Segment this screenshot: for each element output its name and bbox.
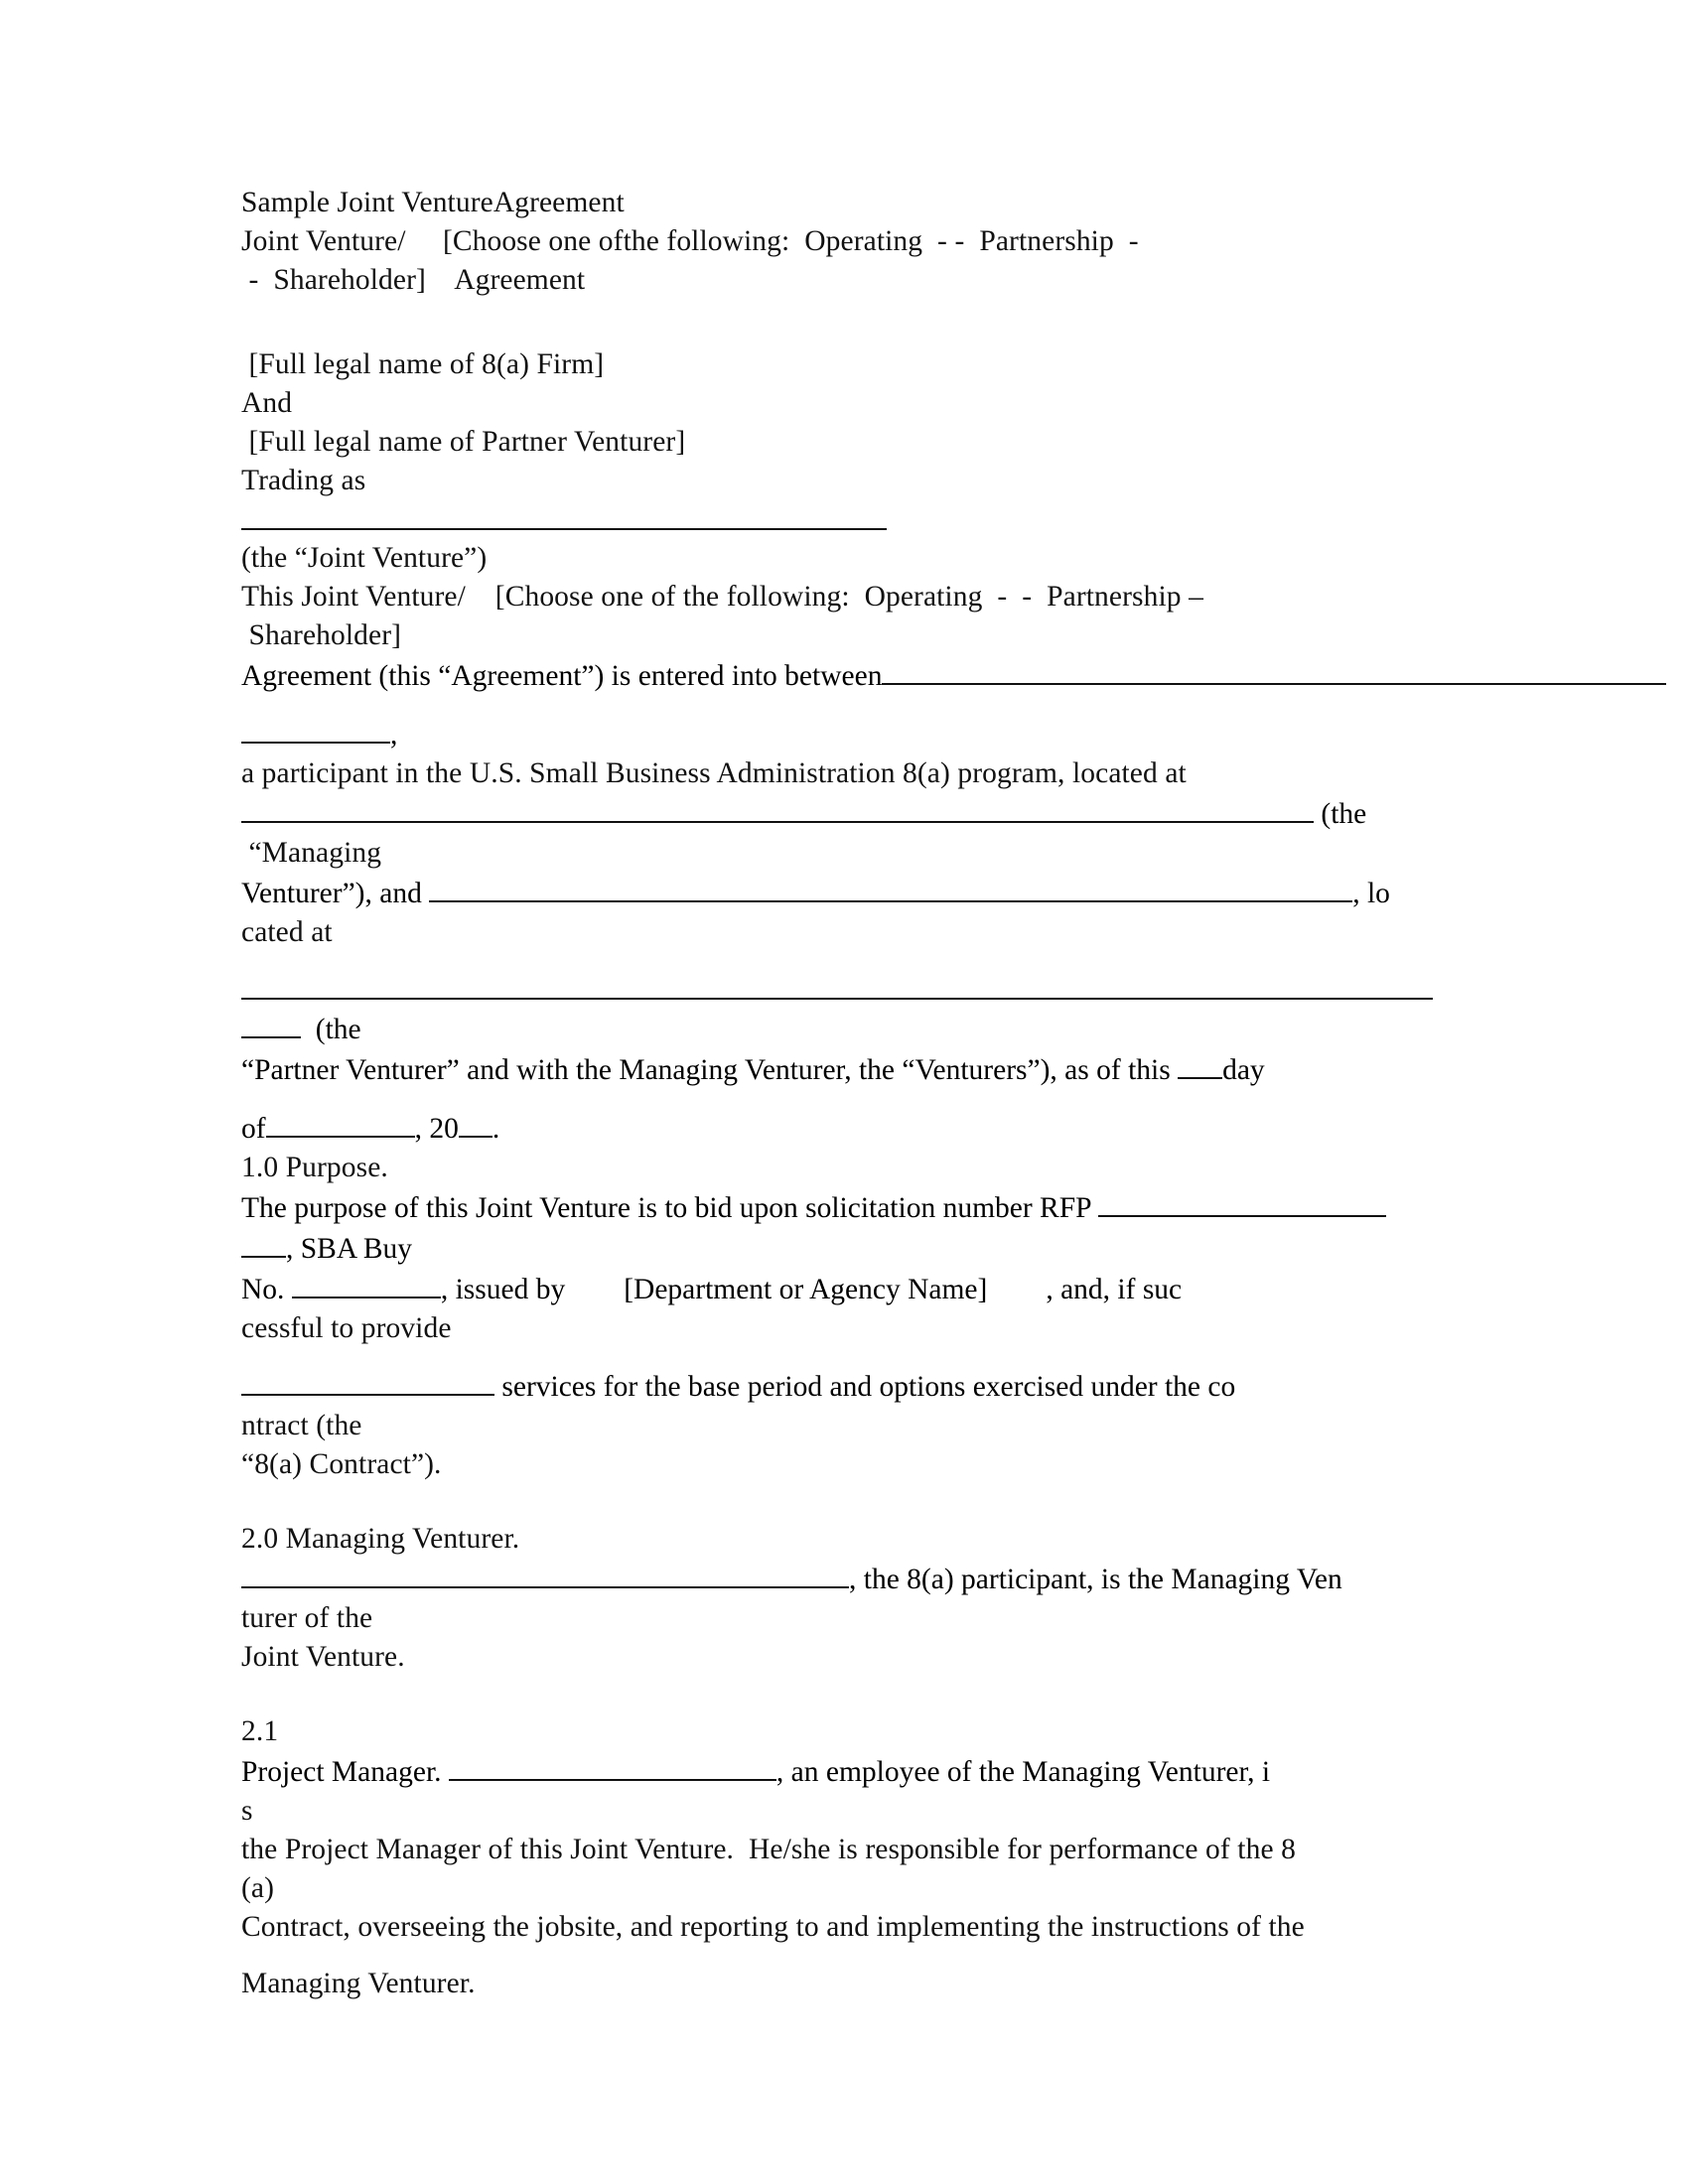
party-name-blank-1[interactable] [882, 655, 1666, 685]
section-1-heading: 1.0 Purpose. [241, 1152, 388, 1184]
section-1-line-6: ntract (the [241, 1410, 362, 1442]
section-21-line-6: Managing Venturer. [241, 1968, 476, 2000]
preamble-shareholder-text: Shareholder] [248, 619, 402, 651]
party-partner-placeholder [241, 423, 1433, 462]
partner-venturer-name-row [241, 873, 1433, 913]
spacer-preamble-2 [241, 952, 1433, 970]
heading-agreement-word: Agreement [454, 264, 586, 296]
trading-as-label: Trading as [241, 465, 366, 496]
section-2-line-2: turer of the [241, 1602, 373, 1635]
section-1-line-1 [241, 1187, 1433, 1228]
partner-venturer-name-blank[interactable] [429, 873, 1352, 902]
section-21-line-5: Contract, overseeing the jobsite, and reporting to and implementing the instructions of the [241, 1911, 1305, 1944]
services-blank[interactable] [241, 1366, 494, 1396]
project-manager-label: Project Manager. [241, 1756, 442, 1789]
preamble-entered-into-cont [241, 714, 1433, 754]
heading-jv-label: Joint Venture/ [241, 225, 406, 257]
preamble-this-jv: This Joint Venture/ [241, 581, 466, 613]
section-2-line-1 [241, 1559, 1433, 1599]
partner-venturer-lo-tail: , lo [1352, 878, 1390, 910]
spacer-section-1 [241, 1348, 1433, 1366]
partner-venturer-located-at: cated at [241, 916, 333, 949]
preamble-sba-participant: a participant in the U.S. Small Business Administration 8(a) program, located at [241, 757, 1187, 790]
preamble-shareholder [241, 616, 1433, 655]
date-period: . [492, 1113, 500, 1146]
section-1-line-3 [241, 1269, 1433, 1309]
party-name-blank-2[interactable] [241, 714, 390, 744]
firm-placeholder-text: [Full legal name of 8(a) Firm] [248, 348, 605, 380]
section-1-line-2 [241, 1228, 1433, 1269]
date-row [241, 1108, 1433, 1149]
managing-venturer-the-tail: (the [1321, 798, 1367, 831]
issued-by-label: , issued by [440, 1274, 566, 1306]
section-21-heading: 2.1 [241, 1715, 279, 1748]
party-conjunction: And [241, 387, 293, 419]
spacer-preamble-3 [241, 1090, 1433, 1108]
project-manager-employee-text: , an employee of the Managing Venturer, i [775, 1756, 1271, 1789]
joint-venture-definition: (the “Joint Venture”) [241, 542, 488, 574]
section-1-purpose-text: The purpose of this Joint Venture is to bid upon solicitation number RFP [241, 1192, 1091, 1225]
preamble-entered-into-row [241, 655, 1433, 696]
section-1-line-5 [241, 1366, 1433, 1407]
preamble-line-1 [241, 578, 1433, 616]
venturer-and-text: Venturer”), and [241, 878, 422, 910]
section-1-line-4: cessful to provide [241, 1312, 452, 1345]
section-2-heading: 2.0 Managing Venturer. [241, 1523, 520, 1556]
services-base-period-text: services for the base period and options exercised under the co [501, 1371, 1236, 1404]
managing-venturer-address-row [241, 793, 1433, 834]
preamble-choose-one: [Choose one of the following: Operating - - Partnership – [494, 581, 1203, 613]
rfp-number-blank-1[interactable] [1098, 1187, 1386, 1217]
spacer-before-section-2 [241, 1484, 1433, 1520]
section-21-line-1 [241, 1751, 1433, 1792]
heading-line-2 [241, 222, 1433, 261]
partner-venturer-address-blank[interactable] [241, 970, 1433, 1009]
spacer-preamble-1 [241, 696, 1433, 714]
managing-venturer-address-blank[interactable] [241, 793, 1314, 823]
day-blank[interactable] [1178, 1049, 1222, 1079]
sba-buy-text: , SBA Buy [286, 1233, 413, 1266]
spacer-after-heading [241, 300, 1433, 345]
managing-venturer-name-blank[interactable] [241, 1559, 849, 1588]
section-1-line-7: “8(a) Contract”). [241, 1448, 442, 1481]
venturers-definition-row [241, 1049, 1433, 1090]
month-blank[interactable] [266, 1108, 415, 1138]
solicitation-number-blank[interactable] [292, 1269, 441, 1298]
solicitation-no-label: No. [241, 1274, 285, 1306]
managing-venturer-quote-text: “Managing [248, 837, 382, 870]
document-body [241, 184, 1433, 2003]
partner-venturer-the-tail: (the [315, 1014, 361, 1046]
preamble-entered-into-text: Agreement (this “Agreement”) is entered into between [241, 660, 883, 693]
preamble-comma-tail: , [390, 719, 398, 751]
section-21-line-2: s [241, 1795, 253, 1828]
trading-as-blank-rule[interactable] [241, 500, 1433, 539]
managing-venturer-quote-open [241, 834, 1433, 873]
document-title: Sample Joint VentureAgreement [241, 187, 625, 218]
heading-line-3 [241, 261, 1433, 300]
heading-partnership: - Partnership - [954, 225, 1139, 257]
section-2-line-3: Joint Venture. [241, 1641, 405, 1674]
heading-shareholder: - Shareholder] [248, 264, 426, 296]
heading-choose-one-a: [Choose one ofthe following: Operating - [442, 225, 947, 257]
spacer-before-closing [241, 1947, 1433, 1965]
project-manager-name-blank[interactable] [449, 1751, 776, 1781]
section-21-line-4: (a) [241, 1872, 275, 1905]
managing-venturer-participant-text: , the 8(a) participant, is the Managing Ven [849, 1564, 1342, 1596]
spacer-before-section-21 [241, 1677, 1433, 1712]
and-if-suc-tail: , and, if suc [1046, 1274, 1183, 1306]
section-21-line-3: the Project Manager of this Joint Venture. He/she is responsible for performance of the 8 [241, 1834, 1296, 1866]
partner-placeholder-text: [Full legal name of Partner Venturer] [248, 426, 686, 458]
department-placeholder: [Department or Agency Name] [624, 1274, 988, 1306]
date-year-prefix: , 20 [414, 1113, 459, 1146]
rfp-number-blank-2[interactable] [241, 1228, 286, 1258]
partner-venturer-the-row [241, 1009, 1433, 1049]
venturers-definition-text: “Partner Venturer” and with the Managing Venturer, the “Venturers”), as of this [241, 1054, 1171, 1087]
party-firm-placeholder [241, 345, 1433, 384]
day-word: day [1222, 1054, 1265, 1087]
partner-venturer-address-blank-2[interactable] [241, 1009, 301, 1038]
date-of-label: of [241, 1113, 266, 1146]
year-blank[interactable] [459, 1108, 492, 1138]
